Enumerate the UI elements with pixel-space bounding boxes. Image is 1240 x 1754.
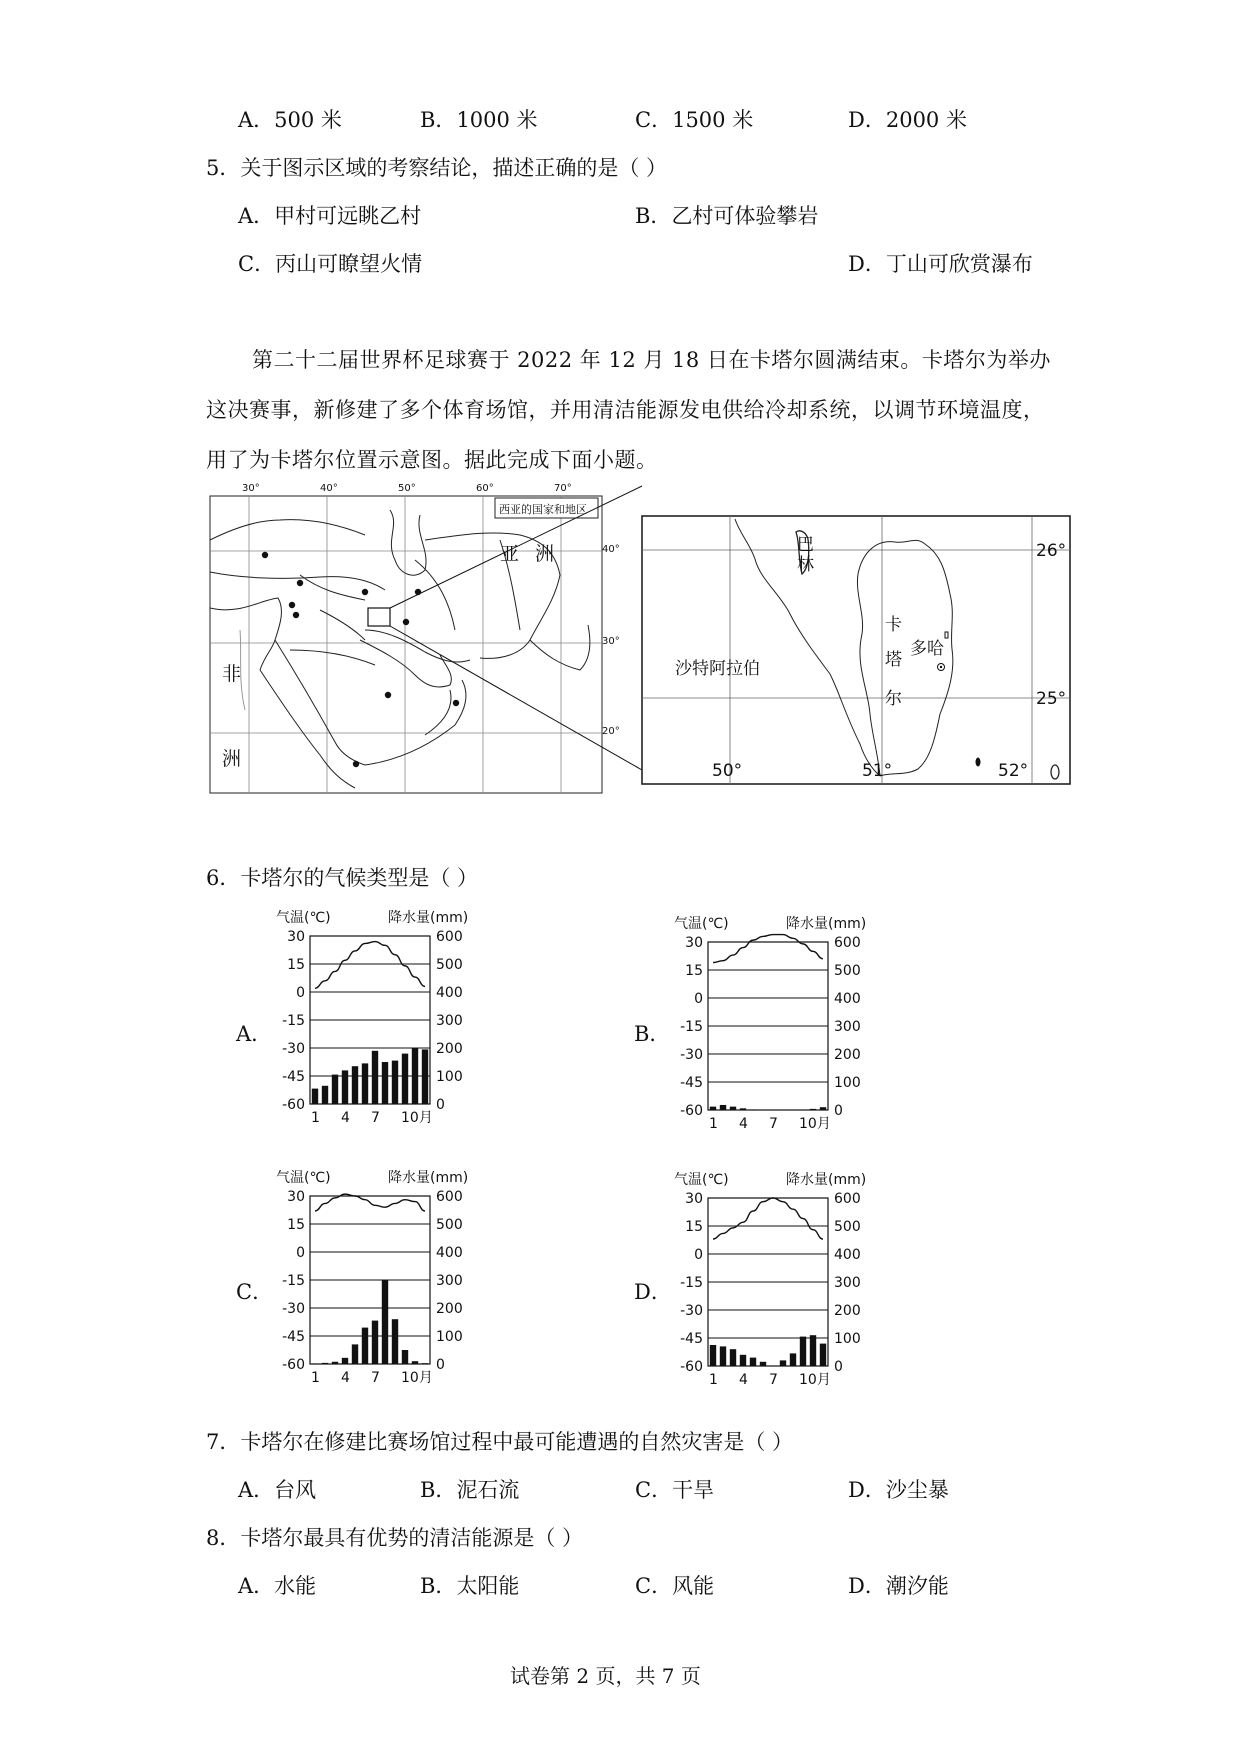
chart-a-letter: A． — [236, 1022, 273, 1046]
q4-option-b: B．1000 米 — [420, 108, 538, 132]
q7-option-c: C．干旱 — [635, 1478, 715, 1502]
precip-tick-b: 500 — [834, 963, 861, 979]
temp-tick-c: -45 — [282, 1329, 305, 1345]
lon-label-51e: 51° — [862, 761, 893, 781]
temp-axis-label-b: 气温(℃) — [674, 916, 729, 932]
precip-bar-c — [382, 1280, 388, 1364]
month-tick-c: 1 — [311, 1370, 320, 1386]
map-title: 西亚的国家和地区 — [499, 503, 587, 516]
precip-bar-b — [730, 1107, 736, 1110]
lon-label-40: 40° — [320, 483, 338, 494]
q8-option-c: C．风能 — [635, 1574, 715, 1598]
precip-bar-a — [332, 1075, 338, 1104]
q7-option-b: B．泥石流 — [420, 1478, 520, 1502]
month-tick-d: 1 — [709, 1372, 718, 1388]
temp-tick-d: -30 — [680, 1303, 703, 1319]
temp-tick-a: 0 — [296, 985, 305, 1001]
precip-tick-a: 0 — [436, 1097, 445, 1113]
precip-bar-a — [382, 1062, 388, 1104]
month-tick-b: 1 — [709, 1116, 718, 1132]
temp-axis-label-d: 气温(℃) — [674, 1172, 729, 1188]
precip-bar-c — [342, 1358, 348, 1364]
chart-d-letter: D． — [634, 1280, 672, 1304]
label-asia-2: 洲 — [535, 543, 555, 565]
precip-bar-b — [740, 1108, 746, 1110]
temp-tick-d: 0 — [694, 1247, 703, 1263]
precip-bar-c — [352, 1344, 358, 1364]
lat-label-25n: 25° — [1036, 689, 1067, 709]
passage-line-3: 用了为卡塔尔位置示意图。据此完成下面小题。 — [206, 448, 658, 472]
precip-tick-a: 600 — [436, 929, 463, 945]
precip-tick-d: 400 — [834, 1247, 861, 1263]
q6-stem: 6．卡塔尔的气候类型是（ ） — [206, 866, 479, 890]
precip-tick-a: 500 — [436, 957, 463, 973]
q8-option-a: A．水能 — [238, 1574, 317, 1598]
precip-bar-a — [402, 1054, 408, 1104]
lon-label-50: 50° — [398, 483, 416, 494]
temp-tick-d: -15 — [680, 1275, 703, 1291]
precip-tick-a: 400 — [436, 985, 463, 1001]
label-doha: 多哈 — [910, 639, 944, 659]
label-bahrain-2: 林 — [797, 555, 814, 575]
precip-bar-c — [392, 1319, 398, 1364]
temp-tick-a: -15 — [282, 1013, 305, 1029]
precip-bar-c — [312, 1363, 318, 1364]
precip-tick-c: 200 — [436, 1301, 463, 1317]
temp-tick-b: -60 — [680, 1103, 703, 1119]
precip-tick-b: 300 — [834, 1019, 861, 1035]
month-tick-c: 10月 — [401, 1370, 433, 1386]
qatar-inset-map — [640, 514, 1075, 789]
temp-tick-b: -30 — [680, 1047, 703, 1063]
precip-bar-d — [750, 1358, 756, 1366]
precip-tick-b: 400 — [834, 991, 861, 1007]
precip-tick-d: 600 — [834, 1191, 861, 1207]
temp-tick-a: 15 — [287, 957, 305, 973]
precip-tick-b: 100 — [834, 1075, 861, 1091]
month-tick-d: 7 — [769, 1372, 778, 1388]
temperature-line-d — [713, 1198, 823, 1239]
q5-option-c: C．丙山可瞭望火情 — [238, 252, 423, 276]
precip-bar-c — [332, 1362, 338, 1364]
precip-tick-c: 400 — [436, 1245, 463, 1261]
precip-tick-a: 300 — [436, 1013, 463, 1029]
q4-option-d: D．2000 米 — [848, 108, 967, 132]
chart-b-letter: B． — [634, 1022, 671, 1046]
precip-bar-d — [790, 1353, 796, 1366]
precip-tick-d: 100 — [834, 1331, 861, 1347]
precip-bar-b — [750, 1109, 756, 1110]
temperature-line-a — [315, 942, 425, 989]
temp-tick-c: 15 — [287, 1217, 305, 1233]
temp-tick-a: -45 — [282, 1069, 305, 1085]
precip-bar-a — [342, 1070, 348, 1104]
precip-bar-d — [800, 1337, 806, 1366]
temp-tick-c: -30 — [282, 1301, 305, 1317]
precip-bar-a — [392, 1061, 398, 1104]
temp-tick-a: -60 — [282, 1097, 305, 1113]
precip-bar-a — [362, 1063, 368, 1104]
lon-label-30: 30° — [242, 483, 260, 494]
temp-tick-d: 30 — [685, 1191, 703, 1207]
precip-tick-c: 500 — [436, 1217, 463, 1233]
temp-tick-b: -15 — [680, 1019, 703, 1035]
temp-tick-d: -60 — [680, 1359, 703, 1375]
lat-label-30: 30° — [602, 636, 620, 647]
precip-axis-label-a: 降水量(mm) — [388, 910, 469, 926]
label-africa-1: 非 — [222, 663, 242, 685]
precip-bar-c — [322, 1363, 328, 1364]
temp-axis-label-c: 气温(℃) — [276, 1170, 331, 1186]
precip-tick-c: 100 — [436, 1329, 463, 1345]
label-qatar-3: 尔 — [885, 689, 902, 709]
precip-bar-d — [740, 1355, 746, 1366]
lon-label-50e: 50° — [712, 761, 743, 781]
precip-tick-c: 0 — [436, 1357, 445, 1373]
precip-bar-d — [820, 1344, 826, 1366]
precip-bar-c — [402, 1350, 408, 1364]
lat-label-40: 40° — [602, 544, 620, 555]
temp-tick-c: -60 — [282, 1357, 305, 1373]
month-tick-a: 7 — [371, 1110, 380, 1126]
q7-option-a: A．台风 — [238, 1478, 317, 1502]
precip-bar-a — [412, 1048, 418, 1104]
precip-bar-a — [372, 1051, 378, 1104]
q8-option-d: D．潮汐能 — [848, 1574, 949, 1598]
month-tick-a: 10月 — [401, 1110, 433, 1126]
precip-tick-a: 200 — [436, 1041, 463, 1057]
precip-bar-b — [820, 1107, 826, 1110]
label-qatar-2: 塔 — [885, 650, 902, 670]
precip-tick-b: 200 — [834, 1047, 861, 1063]
month-tick-b: 7 — [769, 1116, 778, 1132]
precip-bar-b — [720, 1105, 726, 1110]
temp-tick-b: 30 — [685, 935, 703, 951]
temp-tick-b: 15 — [685, 963, 703, 979]
temp-tick-b: -45 — [680, 1075, 703, 1091]
q8-option-b: B．太阳能 — [420, 1574, 520, 1598]
precip-bar-a — [322, 1086, 328, 1104]
precip-bar-d — [810, 1335, 816, 1366]
precip-tick-c: 600 — [436, 1189, 463, 1205]
temp-axis-label-a: 气温(℃) — [276, 910, 331, 926]
month-tick-c: 4 — [341, 1370, 350, 1386]
precip-tick-c: 300 — [436, 1273, 463, 1289]
q4-option-c: C．1500 米 — [635, 108, 754, 132]
chart-c-letter: C． — [236, 1280, 274, 1304]
precip-bar-c — [372, 1321, 378, 1364]
lon-label-70: 70° — [554, 483, 572, 494]
precip-tick-d: 0 — [834, 1359, 843, 1375]
lat-label-26n: 26° — [1036, 541, 1067, 561]
temp-tick-c: -15 — [282, 1273, 305, 1289]
precip-bar-a — [422, 1049, 428, 1104]
temp-tick-a: 30 — [287, 929, 305, 945]
qatar-map-frame — [642, 516, 1070, 784]
precip-bar-d — [780, 1360, 786, 1366]
page-footer: 试卷第 2 页，共 7 页 — [510, 1664, 701, 1688]
q5-option-d: D．丁山可欣赏瀑布 — [848, 252, 1033, 276]
month-tick-c: 7 — [371, 1370, 380, 1386]
precip-bar-c — [362, 1328, 368, 1364]
passage-line-1: 第二十二届世界杯足球赛于 2022 年 12 月 18 日在卡塔尔圆满结束。卡塔尔为举办 — [252, 348, 1051, 372]
label-saudi-arabia: 沙特阿拉伯 — [675, 659, 760, 679]
label-bahrain-1: 巴 — [797, 535, 814, 555]
precip-tick-a: 100 — [436, 1069, 463, 1085]
precip-tick-d: 300 — [834, 1275, 861, 1291]
climate-chart-a — [270, 900, 480, 1150]
month-tick-b: 4 — [739, 1116, 748, 1132]
precip-bar-b — [810, 1109, 816, 1110]
month-tick-a: 4 — [341, 1110, 350, 1126]
precip-tick-b: 600 — [834, 935, 861, 951]
precip-bar-a — [352, 1066, 358, 1104]
precip-tick-d: 200 — [834, 1303, 861, 1319]
q7-stem: 7．卡塔尔在修建比赛场馆过程中最可能遭遇的自然灾害是（ ） — [206, 1430, 794, 1454]
precip-bar-b — [710, 1107, 716, 1110]
climate-chart-d — [668, 1162, 878, 1412]
climate-chart-c — [270, 1160, 480, 1410]
precip-bar-c — [422, 1363, 428, 1364]
climate-chart-b — [668, 906, 878, 1156]
temp-tick-c: 30 — [287, 1189, 305, 1205]
temp-tick-d: 15 — [685, 1219, 703, 1235]
precip-tick-b: 0 — [834, 1103, 843, 1119]
label-asia-1: 亚 — [500, 543, 520, 565]
temp-tick-a: -30 — [282, 1041, 305, 1057]
west-asia-map — [200, 480, 620, 800]
passage-line-2: 这决赛事，新修建了多个体育场馆，并用清洁能源发电供给冷却系统，以调节环境温度， — [206, 398, 1045, 422]
month-tick-d: 10月 — [799, 1372, 831, 1388]
q5-option-b: B．乙村可体验攀岩 — [635, 204, 819, 228]
precip-bar-a — [312, 1089, 318, 1104]
temp-tick-c: 0 — [296, 1245, 305, 1261]
month-tick-b: 10月 — [799, 1116, 831, 1132]
label-qatar-1: 卡 — [885, 615, 902, 635]
month-tick-a: 1 — [311, 1110, 320, 1126]
month-tick-d: 4 — [739, 1372, 748, 1388]
q7-option-d: D．沙尘暴 — [848, 1478, 949, 1502]
precip-bar-d — [720, 1346, 726, 1366]
temp-tick-b: 0 — [694, 991, 703, 1007]
temperature-line-b — [713, 935, 823, 963]
precip-axis-label-c: 降水量(mm) — [388, 1170, 469, 1186]
lon-label-52e: 52° — [998, 761, 1029, 781]
precip-axis-label-d: 降水量(mm) — [786, 1172, 867, 1188]
temp-tick-d: -45 — [680, 1331, 703, 1347]
precip-bar-d — [710, 1345, 716, 1366]
precip-axis-label-b: 降水量(mm) — [786, 916, 867, 932]
west-asia-map-frame — [210, 496, 602, 793]
q8-stem: 8．卡塔尔最具有优势的清洁能源是（ ） — [206, 1526, 584, 1550]
precip-bar-d — [730, 1349, 736, 1366]
q5-stem: 5．关于图示区域的考察结论，描述正确的是（ ） — [206, 156, 668, 180]
precip-tick-d: 500 — [834, 1219, 861, 1235]
precip-bar-d — [760, 1362, 766, 1366]
lon-label-60: 60° — [476, 483, 494, 494]
temperature-line-c — [315, 1194, 425, 1211]
lat-label-20: 20° — [602, 726, 620, 737]
q5-option-a: A．甲村可远眺乙村 — [238, 204, 422, 228]
q4-option-a: A．500 米 — [238, 108, 342, 132]
precip-bar-c — [412, 1361, 418, 1364]
label-africa-2: 洲 — [222, 748, 242, 770]
